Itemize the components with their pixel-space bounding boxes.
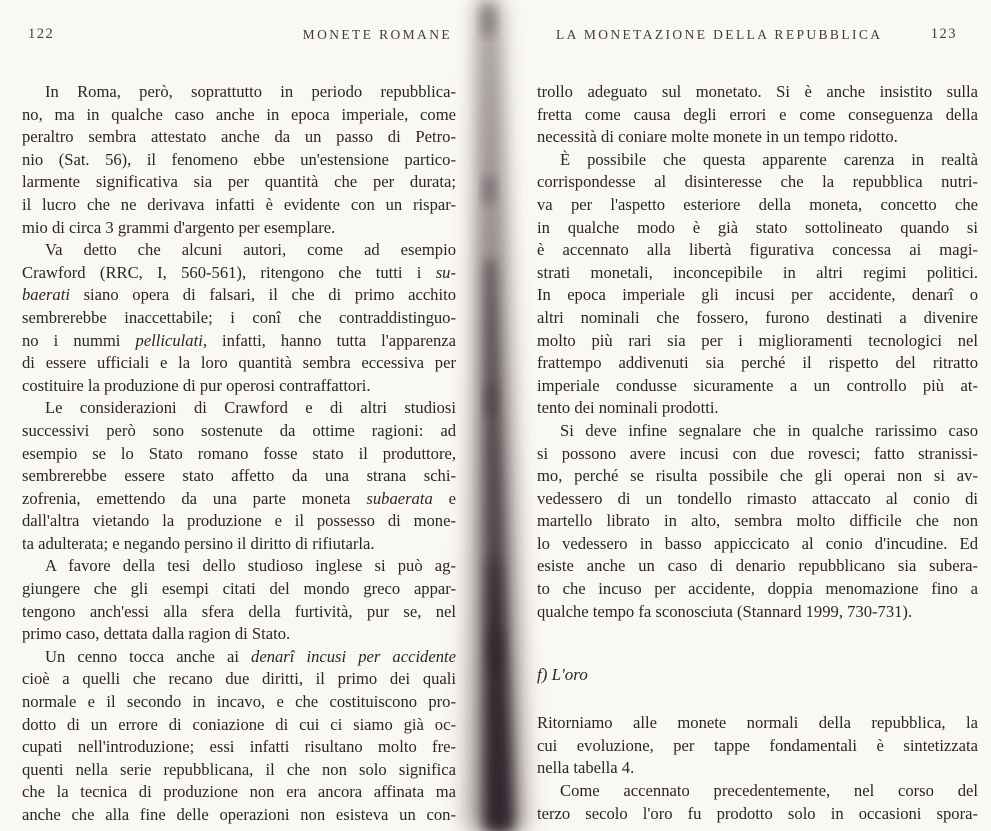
- text-line: Ritorniamo alle monete normali della repubblica, la: [537, 713, 978, 733]
- text-line: lo vedessero in basso appiccicato al conio d'incudine. Ed: [537, 533, 978, 553]
- text-line: necessità di coniare molte monete in un tempo ridotto.: [537, 127, 898, 147]
- text-line: no i nummi pelliculati, infatti, hanno tutta l'apparenza: [22, 330, 456, 350]
- text-line: sembrerebbe essere stato affetto da una strana schi-: [22, 466, 456, 486]
- running-header: LA MONETAZIONE DELLA REPUBBLICA: [556, 27, 883, 42]
- text-line: è accennato alla libertà figurativa concessa ai magi-: [537, 240, 978, 260]
- text-line: corrispondesse al disinteresse che la repubblica nutri-: [537, 172, 978, 192]
- text-line: mo, perché se risulta possibile che gli operai non si av-: [537, 466, 978, 486]
- text-line: tengono anch'essi alla sfera della furtività, pur se, nel: [22, 601, 456, 621]
- text-line: Crawford (RRC, I, 560-561), ritengono che tutti i su-: [22, 262, 456, 282]
- page-number: 123: [930, 26, 957, 42]
- text-line: to che incuso per accidente, doppia menomazione fino a: [537, 579, 978, 599]
- text-line: altri nominali che fossero, furono destinati a divenire: [537, 307, 978, 327]
- text-line: che la tecnica di produzione non era ancora affinata ma: [22, 782, 456, 802]
- text-line: Come accennato precedentemente, nel corso del: [560, 781, 978, 801]
- text-line: no, ma in qualche caso anche in epoca imperiale, come: [22, 104, 456, 124]
- text-line: tento dei nominali prodotti.: [537, 398, 719, 418]
- text-line: giungere che gli esempi citati del mondo greco appar-: [22, 579, 456, 599]
- page-body: [22, 81, 456, 827]
- text-line: In epoca imperiale gli incusi per accidente, denarî o: [537, 285, 978, 305]
- text-line: strati monetali, inconcepibile in altri regimi politici.: [537, 262, 978, 282]
- page-body: [537, 81, 978, 825]
- text-line: sembrerebbe inaccettabile; i conî che contraddistinguo-: [22, 307, 456, 327]
- paragraph: [22, 397, 456, 555]
- paragraph: [537, 81, 978, 149]
- page-right: [520, 0, 991, 831]
- page-number: 122: [28, 26, 55, 42]
- text-line: dotto di un errore di coniazione di cui ci siamo già oc-: [22, 714, 456, 734]
- paragraph: [22, 555, 456, 645]
- text-line: nella tabella 4.: [537, 758, 635, 778]
- text-line: il lucro che ne derivava infatti è evidente con un rispar-: [22, 194, 456, 214]
- text-line: Si deve infine segnalare che in qualche rarissimo caso: [560, 420, 978, 440]
- text-line: cui evoluzione, per tappe fondamentali è sintetizzata: [537, 735, 978, 755]
- text-line: di essere ufficiali e la loro quantità sembra eccessiva per: [22, 353, 456, 373]
- text-line: In Roma, però, soprattutto in periodo repubblica-: [45, 82, 456, 101]
- text-line: martello librato in alto, sembra molto difficile che non: [537, 511, 978, 531]
- text-line: esiste anche un caso di denario repubblicano sia subera-: [537, 556, 978, 576]
- text-line: larmente significativa sia per quantità che per durata;: [22, 172, 456, 192]
- page-left: [0, 0, 470, 831]
- paragraph: [22, 646, 456, 827]
- paragraph: [537, 420, 978, 623]
- text-line: mio di circa 3 grammi d'argento per esemplare.: [22, 217, 336, 237]
- text-line: baerati siano opera di falsari, il che di primo acchito: [22, 285, 456, 305]
- text-line: molto più rari sia per i miglioramenti tecnologici nel: [537, 330, 978, 350]
- running-header: MONETE ROMANE: [302, 27, 452, 42]
- text-line: frattempo addivenuti sia perché il rispetto del ritratto: [537, 353, 978, 373]
- text-line: si possono avere incusi con due rovesci; fatto stranissi-: [537, 443, 978, 463]
- text-line: È possibile che questa apparente carenza in realtà: [560, 149, 978, 169]
- paragraph: [537, 780, 978, 825]
- text-line: fretta come causa degli errori e come conseguenza della: [537, 104, 978, 124]
- text-line: normale e il secondo in incavo, e che costituiscono pro-: [22, 692, 456, 712]
- text-line: anche che alla fine delle operazioni non esisteva un con-: [22, 805, 456, 824]
- text-line: Va detto che alcuni autori, come ad esempio: [45, 240, 456, 260]
- text-line: Un cenno tocca anche ai denarî incusi per accidente: [45, 646, 456, 666]
- text-line: vedessero di un tondello rimasto attaccato al conio di: [537, 488, 978, 508]
- text-line: ta adulterata; e negando persino il diritto di rifiutarla.: [22, 533, 375, 553]
- text-line: esempio se lo Stato romano fosse stato il produttore,: [22, 443, 456, 463]
- text-line: va per l'aspetto esteriore della moneta, concetto che: [537, 194, 978, 214]
- text-line: zofrenia, emettendo da una parte moneta subaerata e: [22, 488, 456, 508]
- text-line: costituire la produzione di pur operosi contraffattori.: [22, 375, 371, 395]
- text-line: primo caso, dettata dalla ragion di Stato.: [22, 624, 291, 644]
- text-line: in qualche modo è già stato sottolineato quando si: [537, 217, 978, 237]
- text-line: dall'altra vietando la produzione e il possesso di mone-: [22, 511, 456, 531]
- text-line: nio (Sat. 56), il fenomeno ebbe un'estensione partico-: [22, 149, 456, 169]
- text-line: peraltro sembra attestato anche da un passo di Petro-: [22, 127, 456, 147]
- text-line: qualche tempo fa sconosciuta (Stannard 1999, 730-731).: [537, 601, 913, 621]
- text-line: Le considerazioni di Crawford e di altri studiosi: [45, 398, 456, 418]
- text-line: A favore della tesi dello studioso inglese si può ag-: [45, 556, 456, 576]
- text-line: cioè a quelli che recano due diritti, il primo dei quali: [22, 669, 456, 689]
- text-line: terzo secolo l'oro fu prodotto solo in occasioni spora-: [537, 803, 978, 823]
- text-line: quenti nella serie repubblicana, il che non solo significa: [22, 759, 456, 779]
- paragraph: [537, 712, 978, 780]
- section-heading: f) L'oro: [537, 665, 588, 685]
- text-line: imperiale condusse sicuramente a un controllo più at-: [537, 375, 978, 395]
- text-line: cupati nell'introduzione; essi infatti risultano molto fre-: [22, 737, 456, 757]
- paragraph: [22, 239, 456, 397]
- paragraph: [22, 81, 456, 239]
- text-line: successivi però sono sostenute da ottime ragioni: ad: [22, 420, 456, 440]
- paragraph: [537, 149, 978, 420]
- text-line: trollo adeguato sul monetato. Si è anche insistito sulla: [537, 82, 978, 101]
